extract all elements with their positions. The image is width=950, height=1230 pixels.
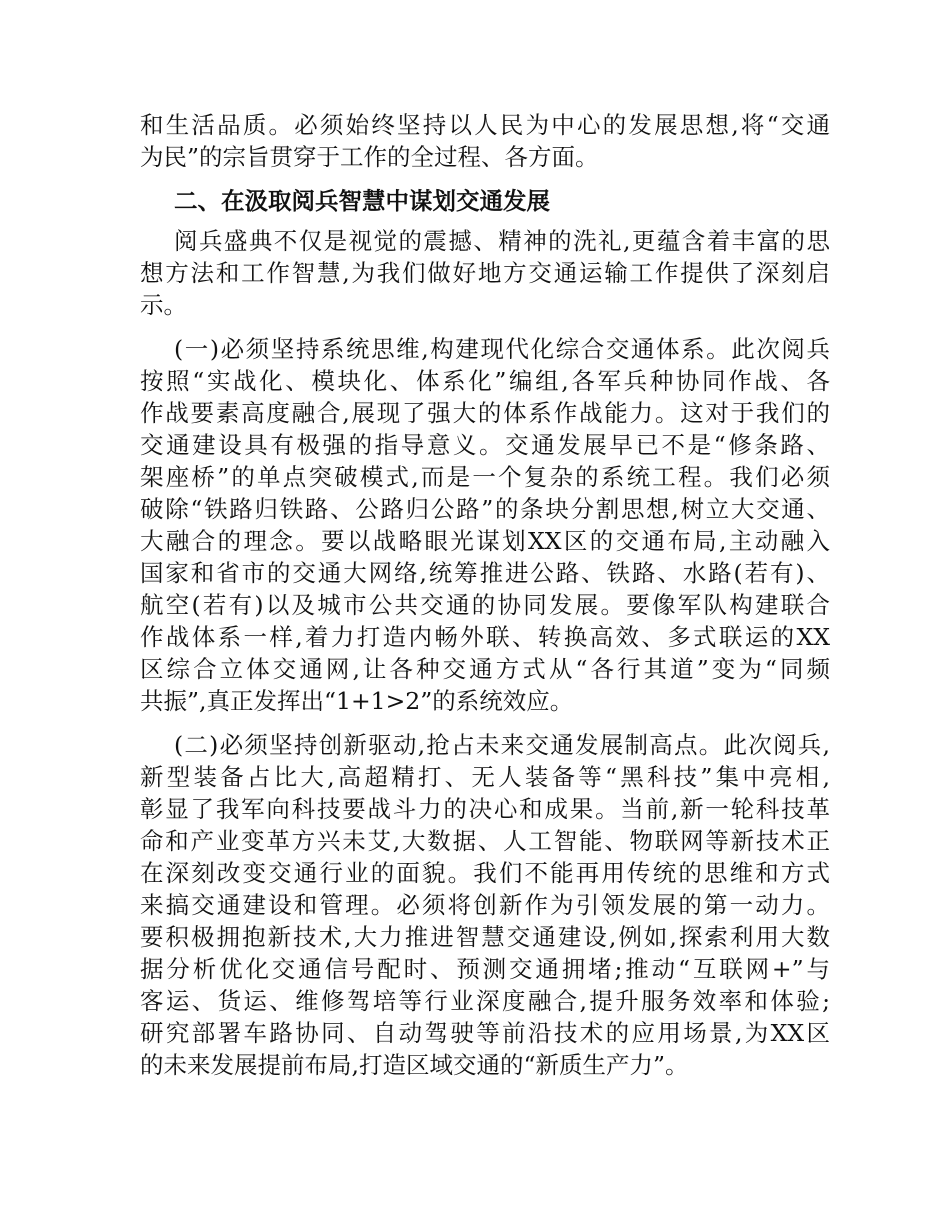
text-line: 交通建设具有极强的指导意义。交通发展早已不是“修条路、 bbox=[140, 431, 830, 459]
section-heading: 二、在汲取阅兵智慧中谋划交通发展 bbox=[174, 187, 550, 215]
text-line: 和生活品质。必须始终坚持以人民为中心的发展思想,将“交通 bbox=[140, 111, 830, 139]
text-line: 大融合的理念。要以战略眼光谋划XX区的交通布局,主动融入 bbox=[140, 527, 830, 555]
text-line: 客运、货运、维修驾培等行业深度融合,提升服务效率和体验; bbox=[140, 987, 830, 1015]
text-line: 阅兵盛典不仅是视觉的震撼、精神的洗礼,更蕴含着丰富的思 bbox=[174, 227, 830, 255]
paragraph-continuation bbox=[140, 109, 830, 173]
paragraph-innovation bbox=[140, 729, 830, 1081]
text-line: 要积极拥抱新技术,大力推进智慧交通建设,例如,探索利用大数 bbox=[140, 923, 830, 951]
text-line: 区综合立体交通网,让各种交通方式从“各行其道”变为“同频 bbox=[140, 655, 830, 683]
text-line: 来搞交通建设和管理。必须将创新作为引领发展的第一动力。 bbox=[140, 891, 830, 919]
text-line: 架座桥”的单点突破模式,而是一个复杂的系统工程。我们必须 bbox=[140, 463, 830, 491]
section-heading-block bbox=[140, 185, 830, 217]
text-line: 作战要素高度融合,展现了强大的体系作战能力。这对于我们的 bbox=[140, 399, 830, 427]
text-line: 想方法和工作智慧,为我们做好地方交通运输工作提供了深刻启 bbox=[140, 259, 830, 287]
text-line: 彰显了我军向科技要战斗力的决心和成果。当前,新一轮科技革 bbox=[140, 795, 830, 823]
document-body bbox=[140, 109, 830, 1081]
text-line: 新型装备占比大,高超精打、无人装备等“黑科技”集中亮相, bbox=[140, 763, 830, 791]
text-line: 示。 bbox=[140, 291, 187, 319]
paragraph-system-thinking bbox=[140, 333, 830, 717]
text-line: 命和产业变革方兴未艾,大数据、人工智能、物联网等新技术正 bbox=[140, 827, 830, 855]
text-line: (二)必须坚持创新驱动,抢占未来交通发展制高点。此次阅兵, bbox=[174, 731, 830, 759]
text-line: (一)必须坚持系统思维,构建现代化综合交通体系。此次阅兵 bbox=[174, 335, 830, 363]
text-line: 为民”的宗旨贯穿于工作的全过程、各方面。 bbox=[140, 143, 599, 171]
text-line: 按照“实战化、模块化、体系化”编组,各军兵种协同作战、各 bbox=[140, 367, 830, 395]
text-line: 国家和省市的交通大网络,统筹推进公路、铁路、水路(若有)、 bbox=[140, 559, 830, 587]
text-line: 破除“铁路归铁路、公路归公路”的条块分割思想,树立大交通、 bbox=[140, 495, 830, 523]
text-line: 作战体系一样,着力打造内畅外联、转换高效、多式联运的XX bbox=[140, 623, 830, 651]
text-line: 在深刻改变交通行业的面貌。我们不能再用传统的思维和方式 bbox=[140, 859, 830, 887]
text-line: 研究部署车路协同、自动驾驶等前沿技术的应用场景,为XX区 bbox=[140, 1019, 830, 1047]
paragraph-intro bbox=[140, 225, 830, 321]
text-line: 航空(若有)以及城市公共交通的协同发展。要像军队构建联合 bbox=[140, 591, 830, 619]
text-line: 共振”,真正发挥出“1+1>2”的系统效应。 bbox=[140, 687, 574, 715]
text-line: 据分析优化交通信号配时、预测交通拥堵;推动“互联网+”与 bbox=[140, 955, 830, 983]
text-line: 的未来发展提前布局,打造区域交通的“新质生产力”。 bbox=[140, 1051, 689, 1079]
